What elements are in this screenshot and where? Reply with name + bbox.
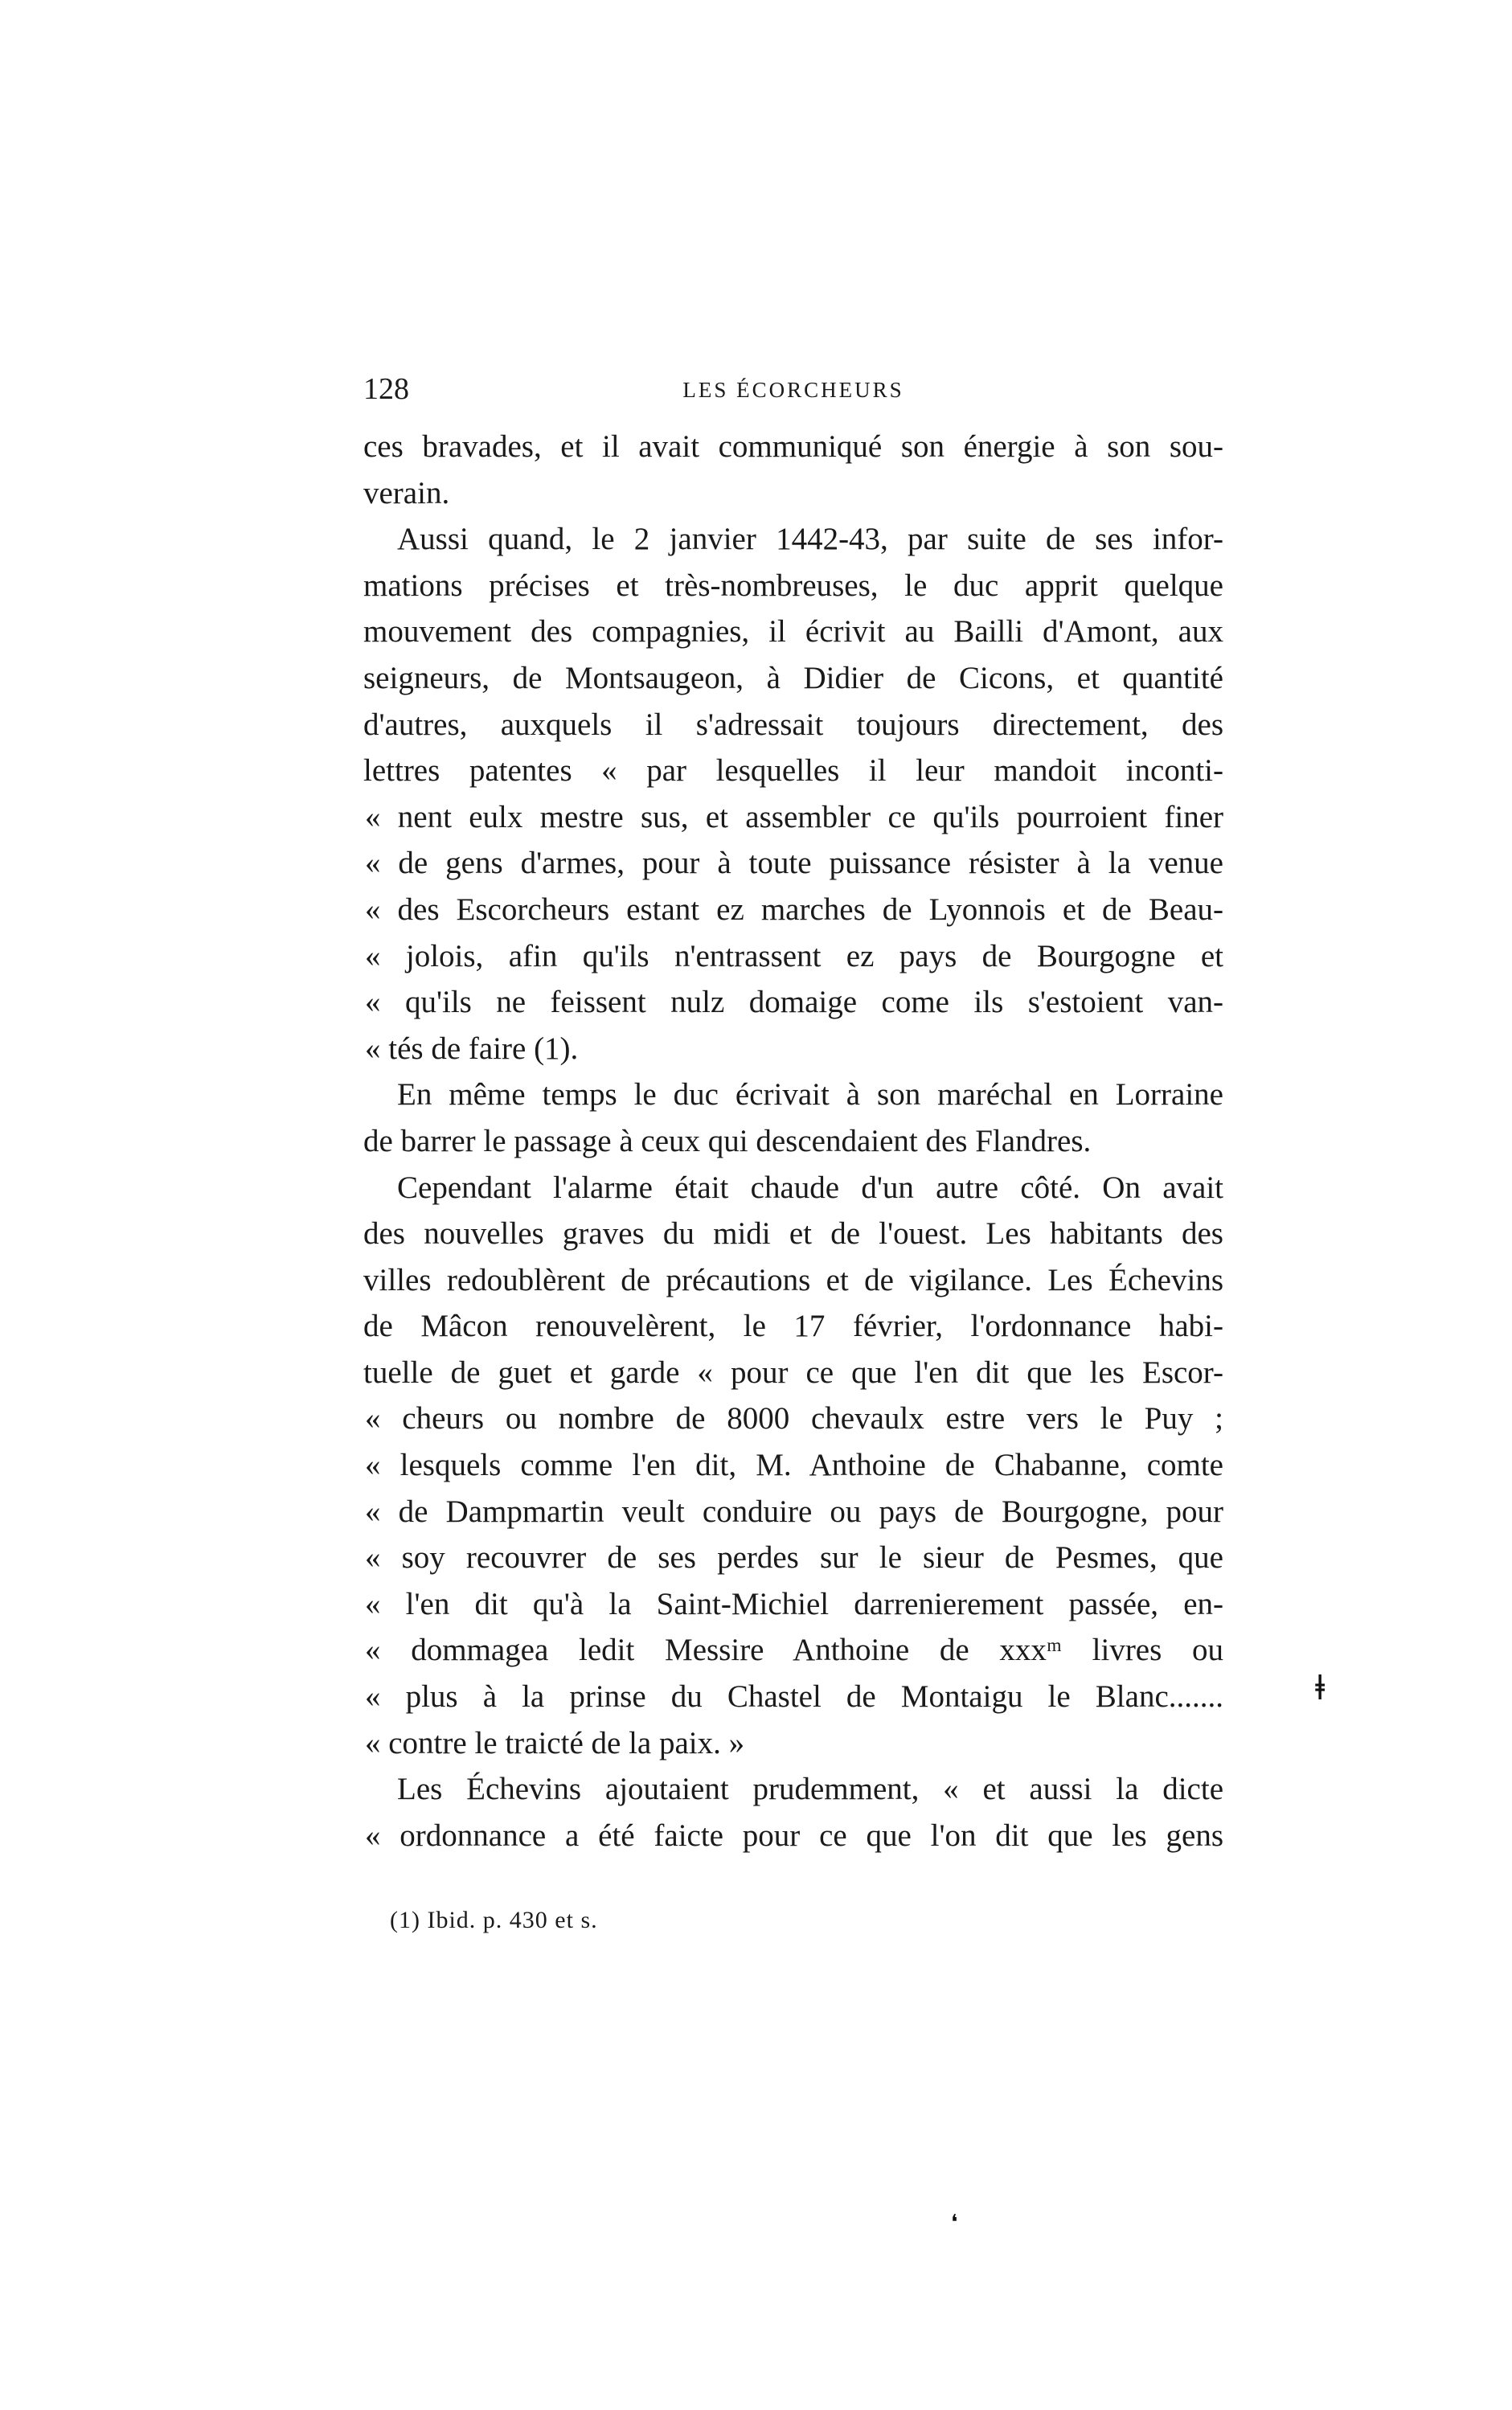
text-line: « de gens d'armes, pour à toute puissance résister à la venue [365, 846, 1223, 881]
text-line: tuelle de guet et garde « pour ce que l'en dit que les Escor- [363, 1355, 1223, 1390]
text-line: Aussi quand, le 2 janvier 1442-43, par suite de ses infor- [397, 522, 1223, 557]
text-line: « plus à la prinse du Chastel de Montaigu le Blanc....... [365, 1679, 1223, 1715]
text-line: « l'en dit qu'à la Saint-Michiel darrenierement passée, en- [365, 1586, 1223, 1621]
text-line: « ordonnance a été faicte pour ce que l'on dit que les gens [365, 1818, 1223, 1853]
body-text [363, 424, 1223, 1859]
text-line: « qu'ils ne feissent nulz domaige come ils s'estoient van- [365, 985, 1223, 1020]
text-line: verain. [363, 475, 450, 510]
text-line: de barrer le passage à ceux qui descendaient des Flandres. [363, 1123, 1092, 1158]
text-line: lettres patentes « par lesquelles il leur mandoit inconti- [363, 753, 1223, 789]
text-line: de Mâcon renouvelèrent, le 17 février, l'ordonnance habi- [363, 1309, 1223, 1344]
text-line: Cependant l'alarme était chaude d'un autre côté. On avait [397, 1170, 1223, 1205]
text-line: seigneurs, de Montsaugeon, à Didier de Cicons, et quantité [363, 660, 1223, 695]
text-line: « dommagea ledit Messire Anthoine de xxxᵐ livres ou [365, 1633, 1223, 1668]
running-head: LES ÉCORCHEURS [682, 378, 904, 402]
page-number: 128 [363, 372, 409, 406]
text-line: « cheurs ou nombre de 8000 chevaulx estre vers le Puy ; [365, 1401, 1223, 1437]
margin-mark: ǂ [1315, 1668, 1326, 1707]
text-line: ces bravades, et il avait communiqué son énergie à son sou- [363, 429, 1223, 464]
text-line: Les Échevins ajoutaient prudemment, « et aussi la dicte [397, 1772, 1223, 1807]
text-line: mations précises et très-nombreuses, le duc apprit quelque [363, 568, 1223, 603]
text-line: mouvement des compagnies, il écrivit au Bailli d'Amont, aux [363, 614, 1223, 650]
text-line: « des Escorcheurs estant ez marches de Lyonnois et de Beau- [365, 891, 1223, 927]
text-line: « contre le traicté de la paix. » [365, 1725, 745, 1760]
text-line: d'autres, auxquels il s'adressait toujours directement, des [363, 707, 1223, 742]
text-line: « lesquels comme l'en dit, M. Anthoine de Chabanne, comte [365, 1448, 1223, 1483]
text-line: « soy recouvrer de ses perdes sur le sieur de Pesmes, que [365, 1540, 1223, 1576]
text-line: villes redoublèrent de précautions et de vigilance. Les Échevins [363, 1262, 1223, 1297]
text-line: des nouvelles graves du midi et de l'ouest. Les habitants des [363, 1216, 1223, 1252]
text-line: « tés de faire (1). [365, 1031, 579, 1066]
footnote: (1) Ibid. p. 430 et s. [390, 1907, 598, 1933]
page-header [363, 371, 1223, 428]
text-line: « jolois, afin qu'ils n'entrassent ez pays de Bourgogne et [365, 938, 1223, 973]
stray-mark: ❛ [951, 2211, 958, 2234]
text-line: « nent eulx mestre sus, et assembler ce qu'ils pourroient finer [365, 799, 1223, 834]
text-line: « de Dampmartin veult conduire ou pays de Bourgogne, pour [365, 1494, 1223, 1529]
text-line: En même temps le duc écrivait à son maréchal en Lorraine [397, 1077, 1223, 1113]
